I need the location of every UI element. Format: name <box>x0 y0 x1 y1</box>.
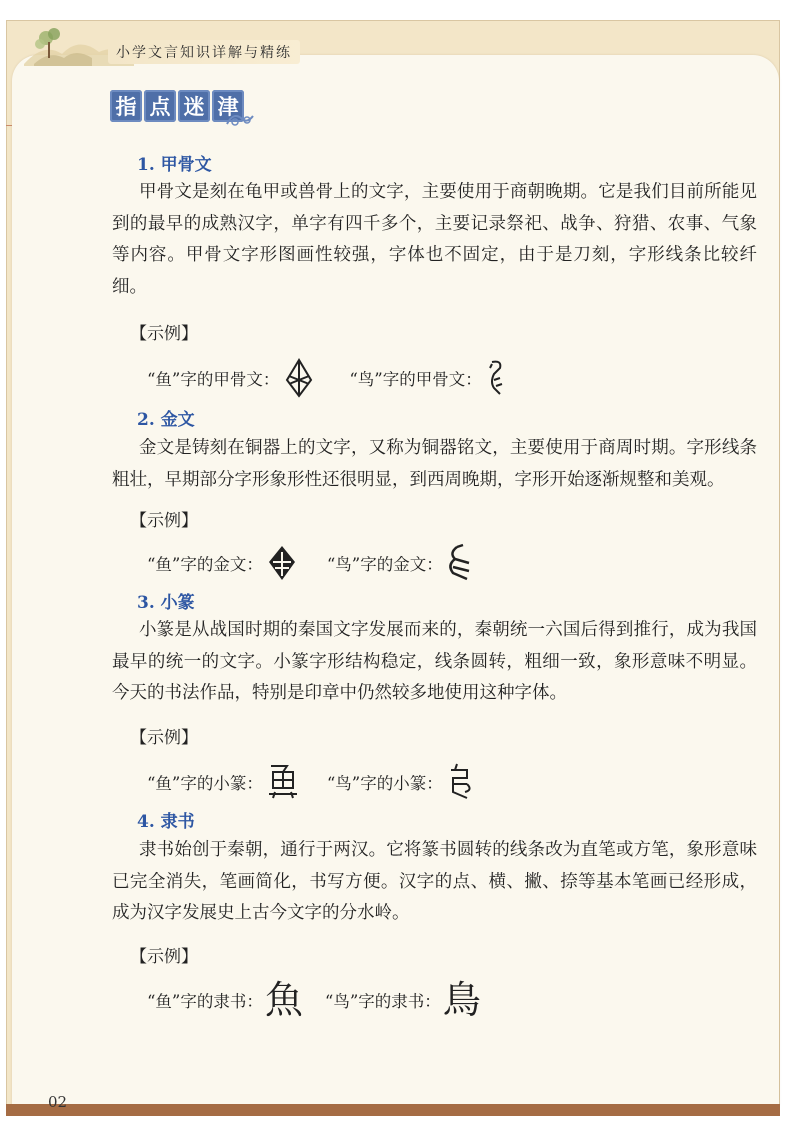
oracle-bird-glyph-icon <box>484 358 508 398</box>
oracle-fish-glyph-icon <box>281 358 317 398</box>
banner-char: 迷 <box>178 90 210 122</box>
example-fish-label: “鱼”字的隶书： <box>147 992 263 1011</box>
section-heading: 3. 小篆 <box>137 593 195 613</box>
bronze-fish-glyph-icon <box>265 544 299 582</box>
example-bird-label: “鸟”字的小篆： <box>326 774 443 793</box>
bronze-bird-glyph-icon <box>445 543 475 583</box>
clerical-fish-glyph: 魚 <box>264 978 303 1022</box>
section-heading: 1. 甲骨文 <box>137 155 212 175</box>
example-line <box>147 762 487 802</box>
example-fish-label: “鱼”字的小篆： <box>147 774 263 793</box>
seal-fish-glyph-icon <box>265 762 301 802</box>
example-fish-label: “鱼”字的金文： <box>147 555 263 574</box>
seal-bird-glyph-icon <box>445 762 475 802</box>
book-title: 小学文言知识详解与精练 <box>108 40 300 64</box>
banner-char: 点 <box>144 90 176 122</box>
banner-char: 津 <box>212 90 244 122</box>
example-bird-label: “鸟”字的甲骨文： <box>349 370 482 389</box>
example-line <box>147 980 493 1020</box>
example-label: 【示例】 <box>130 947 198 967</box>
section-paragraph: 小篆是从战国时期的秦国文字发展而来的，秦朝统一六国后得到推行，成为我国最早的统一的文字。小篆字形结构稳定，线条圆转，粗细一致，象形意味不明显。今天的书法作品，特别是印章中仍然较多地使用这种字体。 <box>112 620 757 703</box>
clerical-bird-glyph: 鳥 <box>442 978 481 1022</box>
example-line <box>147 543 487 583</box>
example-bird-label: “鸟”字的隶书： <box>324 992 441 1011</box>
example-label: 【示例】 <box>130 511 198 531</box>
example-bird-label: “鸟”字的金文： <box>326 555 443 574</box>
example-fish-label: “鱼”字的甲骨文： <box>147 370 280 389</box>
section-paragraph: 隶书始创于秦朝，通行于两汉。它将篆书圆转的线条改为直笔或方笔，象形意味已完全消失，笔画简化，书写方便。汉字的点、横、撇、捺等基本笔画已经形成，成为汉字发展史上古今文字的分水岭。 <box>112 840 757 923</box>
example-line <box>147 358 520 398</box>
banner-char: 指 <box>110 90 142 122</box>
section-heading: 4. 隶书 <box>137 812 195 832</box>
page-number: 02 <box>48 1093 68 1111</box>
section-paragraph: 金文是铸刻在铜器上的文字，又称为铜器铭文，主要使用于商周时期。字形线条粗壮，早期部分字形象形性还很明显，到西周晚期，字形开始逐渐规整和美观。 <box>112 438 757 490</box>
example-label: 【示例】 <box>130 728 198 748</box>
section-heading: 2. 金文 <box>137 410 195 430</box>
example-label: 【示例】 <box>130 324 198 344</box>
section-paragraph: 甲骨文是刻在龟甲或兽骨上的文字，主要使用于商朝晚期。它是我们目前所能见到的最早的成熟汉字，单字有四千多个，主要记录祭祀、战争、狩猎、农事、气象等内容。甲骨文字形图画性较强，字体也不固定，由于是刀刻，字形线条比较纤细。 <box>112 182 757 297</box>
